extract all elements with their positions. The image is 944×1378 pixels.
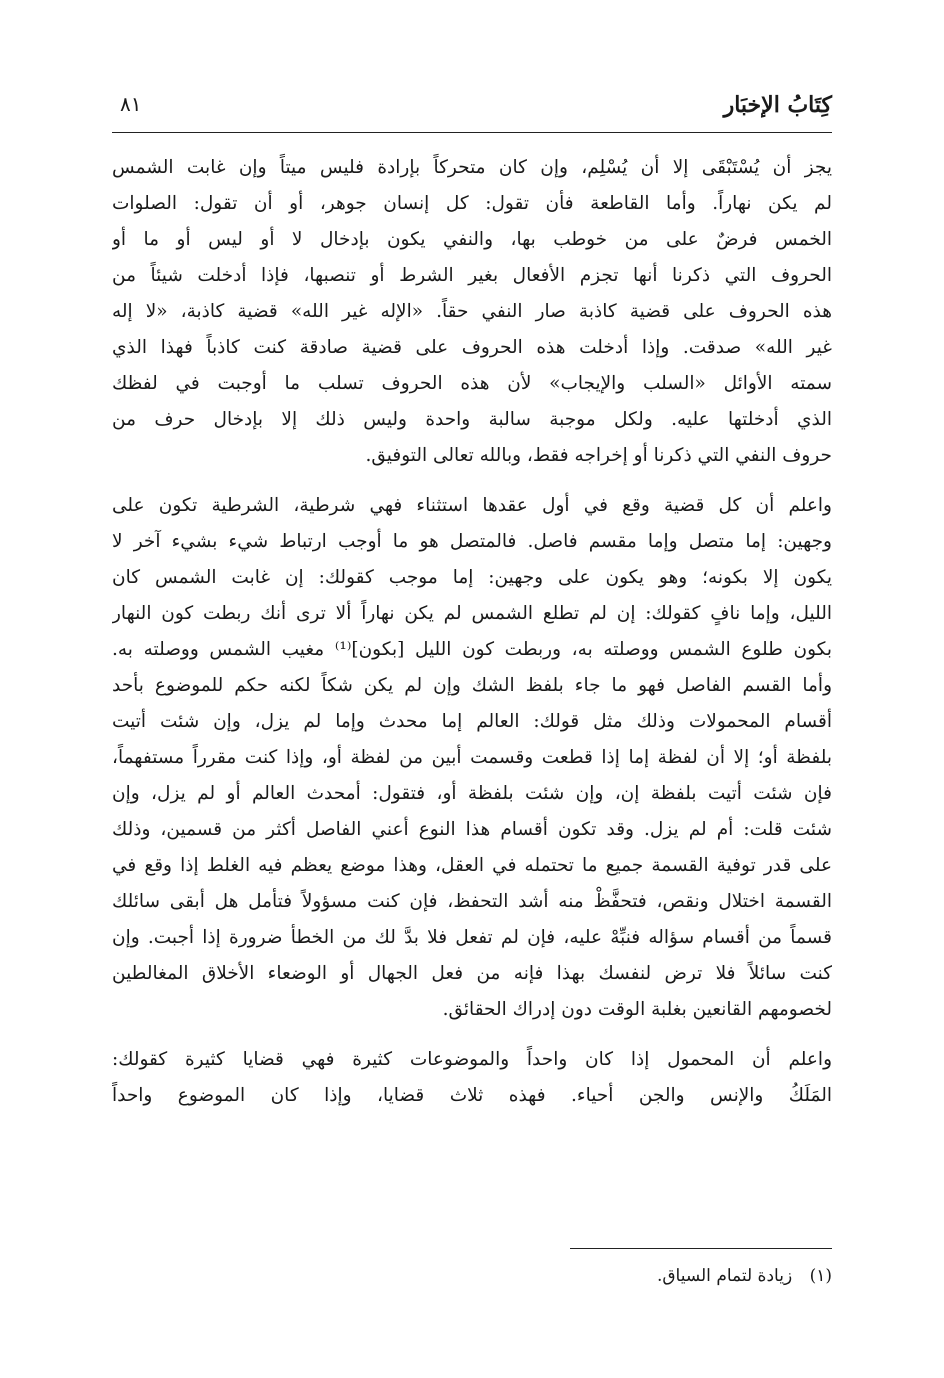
footnote xyxy=(112,1262,832,1290)
paragraph-3 xyxy=(112,1042,832,1114)
footnote-marker: (١) xyxy=(809,1266,832,1286)
text-line: فإن شئت أتيت بلفظة إن، وإن شئت بلفظة أو، فتقول: أمحدث العالم أو لم يزل، وإن xyxy=(112,783,832,804)
footnote-text: زيادة لتمام السياق. xyxy=(656,1266,793,1286)
text-line: هذه الحروف على قضية كاذبة صار النفي حقاً. «الإله غير الله» قضية كاذبة، «لا إله xyxy=(112,301,832,322)
page-header xyxy=(112,92,832,128)
text-line: وجهين: إما متصل وإما مقسم فاصل. فالمتصل هو ما أوجب ارتباط شيء بشيء آخر لا xyxy=(112,531,832,552)
main-text xyxy=(112,150,832,1114)
paragraph-1 xyxy=(112,150,832,474)
text-line: بلفظة أو؛ إلا أن لفظة إما إذا قطعت وقسمت أبين من لفظة أو، وإذا كنت مقرراً مستفهماً، xyxy=(112,747,832,768)
text-line: حروف النفي التي ذكرنا أو إخراجه فقط، وبالله تعالى التوفيق. xyxy=(365,445,832,466)
text-line: يكون إلا بكونه؛ وهو يكون على وجهين: إما موجب كقولك: إن غابت الشمس كان xyxy=(112,567,832,588)
text-line: غير الله» صدقت. وإذا أدخلت هذه الحروف على قضية صادقة كنت كاذباً فهذا الذي xyxy=(112,337,832,358)
text-line: الذي أدخلتها عليه. ولكل موجبة سالبة واحدة وليس ذلك إلا بإدخال حرف من xyxy=(112,409,832,430)
running-title: كِتَابُ الإخبَار xyxy=(723,92,832,118)
text-line: الليل، وإما نافٍ كقولك: إن لم تطلع الشمس لم يكن نهاراً ألا ترى أنك ربطت كون النهار xyxy=(112,603,832,624)
text-line: قسماً من أقسام سؤاله فنبِّهْ عليه، فإن لم تفعل فلا بدَّ لك من الخطأ ضرورة إذا أجبت. وإن xyxy=(112,927,832,948)
text-line: واعلم أن كل قضية وقع في أول عقدها استثناء فهي شرطية، الشرطية تكون على xyxy=(112,495,832,516)
text-line: شئت قلت: أم لم يزل. وقد تكون أقسام هذا النوع أعني الفاصل أكثر من قسمين، وذلك xyxy=(112,819,832,840)
text-line: أقسام المحمولات وذلك مثل قولك: العالم إما محدث وإما لم يزل، وإن شئت أتيت xyxy=(112,711,832,732)
text-line: القسمة اختلال ونقص، فتحفَّظْ منه أشد التحفظ، فإن كنت مسؤولاً فتأمل هل أبقى سائلك xyxy=(112,891,832,912)
text-line: الحروف التي ذكرنا أنها تجزم الأفعال بغير الشرط أو تنصبها، فإذا أدخلت شيئاً من xyxy=(112,265,832,286)
text-line: لم يكن نهاراً. وأما القاطعة فأن تقول: كل إنسان جوهر، أو أن تقول: الصلوات xyxy=(112,193,832,214)
header-divider xyxy=(112,132,832,133)
text-line: الخمس فرضٌ على من خوطب بها، والنفي يكون بإدخال لا أو ليس أو ما أو xyxy=(112,229,832,250)
page-number: ٨١ xyxy=(120,92,142,116)
text-line: وأما القسم الفاصل فهو ما جاء بلفظ الشك وإن لم يكن شكاً لكنه حكم للموضوع بأحد xyxy=(112,675,832,696)
text-line: بكون طلوع الشمس ووصلته به، وربطت كون الليل [بكون]⁽¹⁾ مغيب الشمس ووصلته به. xyxy=(112,639,832,660)
text-line: واعلم أن المحمول إذا كان واحداً والموضوعات كثيرة فهي قضايا كثيرة كقولك: xyxy=(112,1049,832,1070)
text-line: كنت سائلاً فلا ترض لنفسك بهذا فإنه من فعل الجهال أو الوضعاء الأخلاق المغالطين xyxy=(112,963,832,984)
footnote-divider xyxy=(570,1248,832,1249)
text-line: سمته الأوائل «السلب والإيجاب» لأن هذه الحروف تسلب ما أوجبت في لفظك xyxy=(112,373,832,394)
text-line: المَلَكُ والإنس والجن أحياء. فهذه ثلاث قضايا، وإذا كان الموضوع واحداً xyxy=(112,1085,832,1106)
text-line: على قدر توفية القسمة جميع ما تحتمله في العقل، وهذا موضع يعظم فيه الغلط إذا وقع في xyxy=(112,855,832,876)
paragraph-2 xyxy=(112,488,832,1028)
text-line: لخصومهم القانعين بغلبة الوقت دون إدراك الحقائق. xyxy=(442,999,832,1020)
text-line: يجز أن يُسْتَبْقَى إلا أن يُسْلِم، وإن كان متحركاً بإرادة فليس ميتاً وإن غابت الشمس xyxy=(112,157,832,178)
